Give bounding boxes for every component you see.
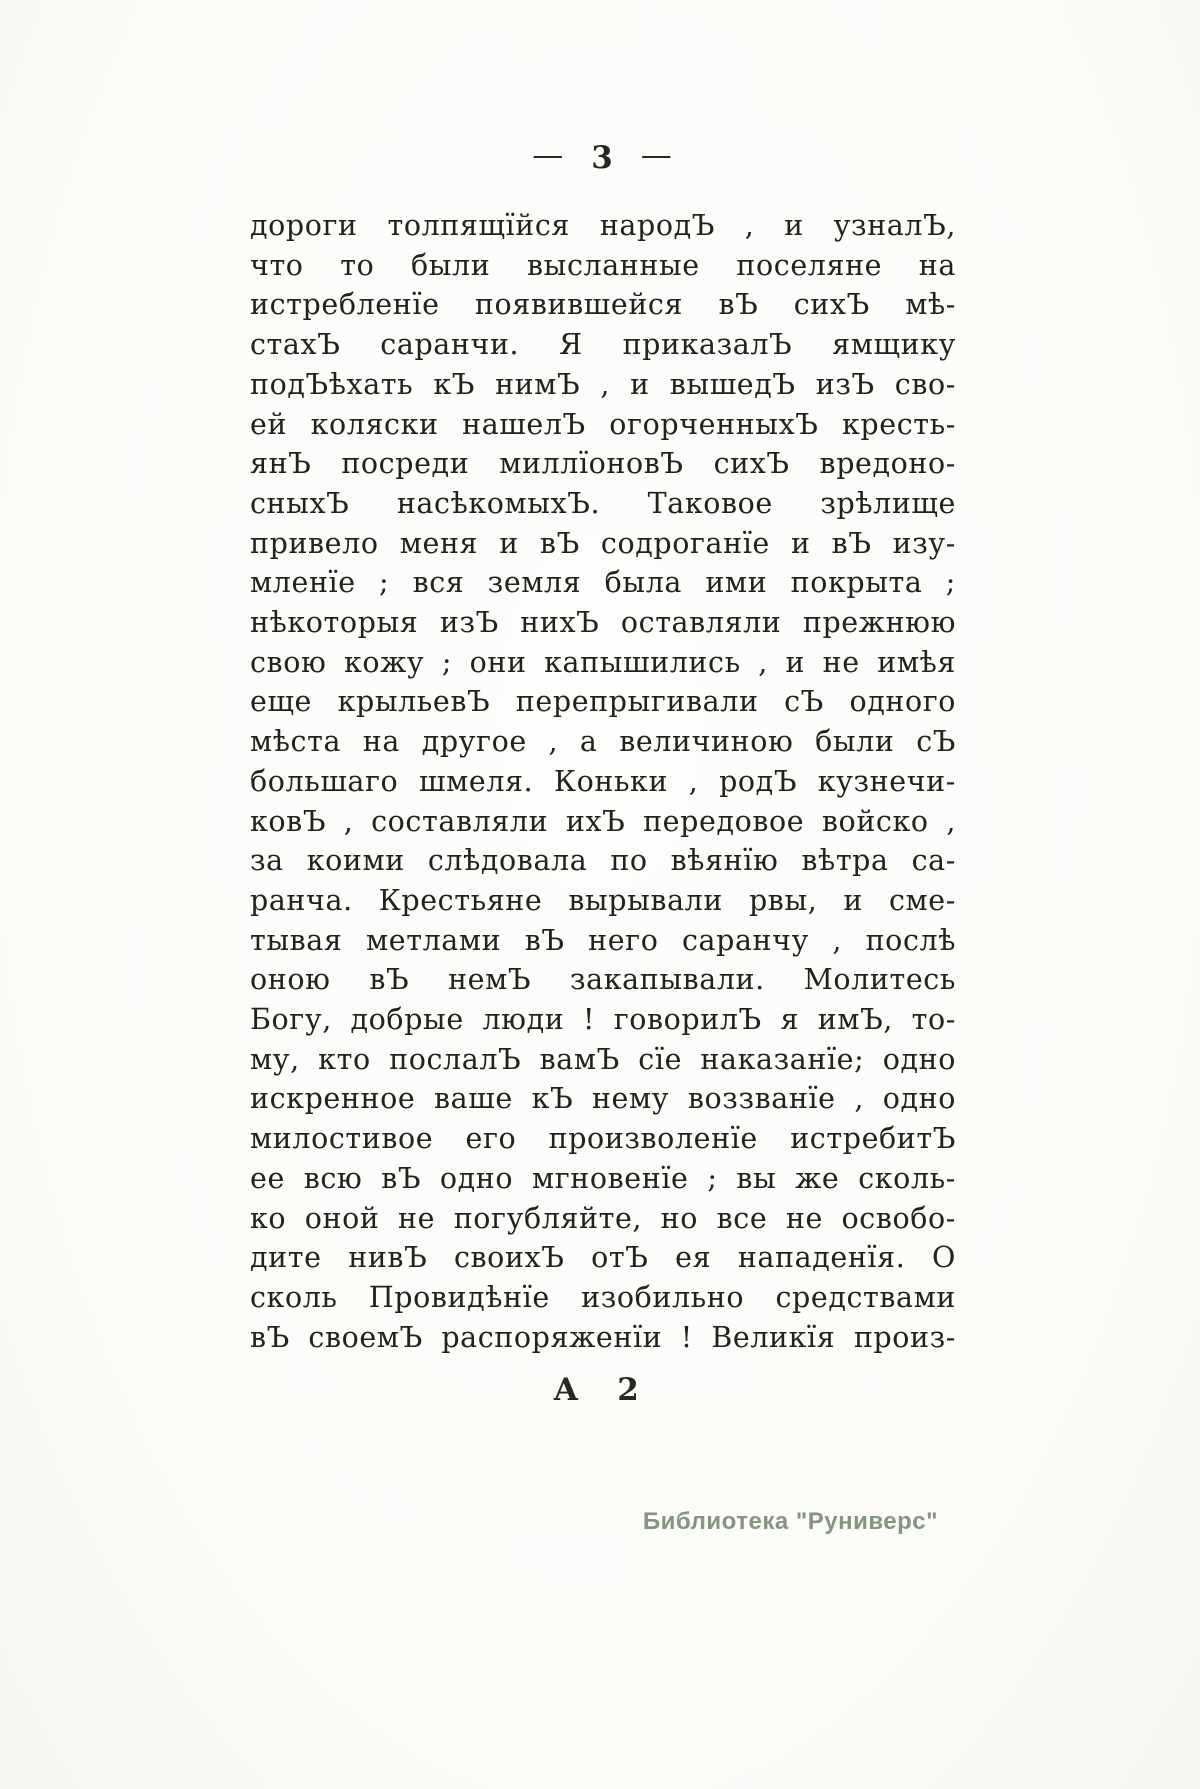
text-line: ковЪ , составляли ихЪ передовое войско , bbox=[250, 804, 956, 838]
text-line: истребленїе появившейся вЪ сихЪ мѣ- bbox=[250, 288, 956, 322]
text-line: привело меня и вЪ содроганїе и вЪ изу- bbox=[250, 526, 956, 560]
library-watermark: Библиотека "Руниверс" bbox=[642, 1508, 938, 1535]
text-line: сколь Провидѣнїе изобильно средствами bbox=[250, 1280, 956, 1314]
text-line: искренное ваше кЪ нему воззванїе , одно bbox=[250, 1082, 956, 1116]
text-line: му, кто послалЪ вамЪ сїе наказанїе; одно bbox=[250, 1042, 956, 1076]
text-line: дороги толпящїйся народЪ , и узналЪ, bbox=[250, 209, 956, 242]
text-line: стахЪ саранчи. Я приказалЪ ямщику bbox=[250, 328, 956, 362]
text-line: дите нивЪ своихЪ отЪ ея нападенїя. О bbox=[250, 1241, 956, 1275]
text-line: милостивое его произволенїе истребитЪ bbox=[250, 1122, 956, 1156]
text-line: мленїе ; вся земля была ими покрыта ; bbox=[250, 566, 956, 600]
text-line: мѣста на другое , а величиною были сЪ bbox=[250, 725, 956, 759]
text-line: вЪ своемЪ распоряженїи ! Великїя произ- bbox=[250, 1320, 956, 1354]
signature-mark: А 2 bbox=[553, 1372, 653, 1408]
text-line: ранча. Крестьяне вырывали рвы, и сме- bbox=[250, 883, 956, 917]
text-line: подЪѣхать кЪ нимЪ , и вышедЪ изЪ сво- bbox=[250, 367, 956, 401]
text-line: что то были высланные поселяне на bbox=[250, 248, 956, 282]
header-dash-left: — bbox=[532, 137, 566, 173]
text-line: ей коляски нашелЪ огорченныхЪ кресть- bbox=[250, 407, 956, 441]
page-text-block bbox=[250, 206, 956, 1357]
text-line: оною вЪ немЪ закапывали. Молитесь bbox=[250, 963, 956, 997]
text-line: Богу, добрые люди ! говорилЪ я имЪ, то- bbox=[250, 1003, 956, 1037]
text-line: янЪ посреди миллїоновЪ сихЪ вредоно- bbox=[250, 447, 956, 481]
text-line: сныхЪ насѣкомыхЪ. Таковое зрѣлище bbox=[250, 486, 956, 520]
page-header bbox=[250, 137, 956, 176]
text-line: тывая метлами вЪ него саранчу , послѣ bbox=[250, 923, 956, 957]
page-number: 3 bbox=[591, 140, 615, 176]
text-line: большаго шмеля. Коньки , родЪ кузнечи- bbox=[250, 764, 956, 798]
text-line: ее всю вЪ одно мгновенїе ; вы же сколь- bbox=[250, 1161, 956, 1195]
text-line: ко оной не погубляйте, но все не освобо- bbox=[250, 1201, 956, 1235]
text-line: свою кожу ; они капышились , и не имѣя bbox=[250, 645, 956, 679]
text-line: еще крыльевЪ перепрыгивали сЪ одного bbox=[250, 685, 956, 719]
text-line: за коими слѣдовала по вѣянїю вѣтра са- bbox=[250, 844, 956, 878]
header-dash-right: — bbox=[640, 137, 674, 173]
text-line: нѣкоторыя изЪ нихЪ оставляли прежнюю bbox=[250, 606, 956, 640]
